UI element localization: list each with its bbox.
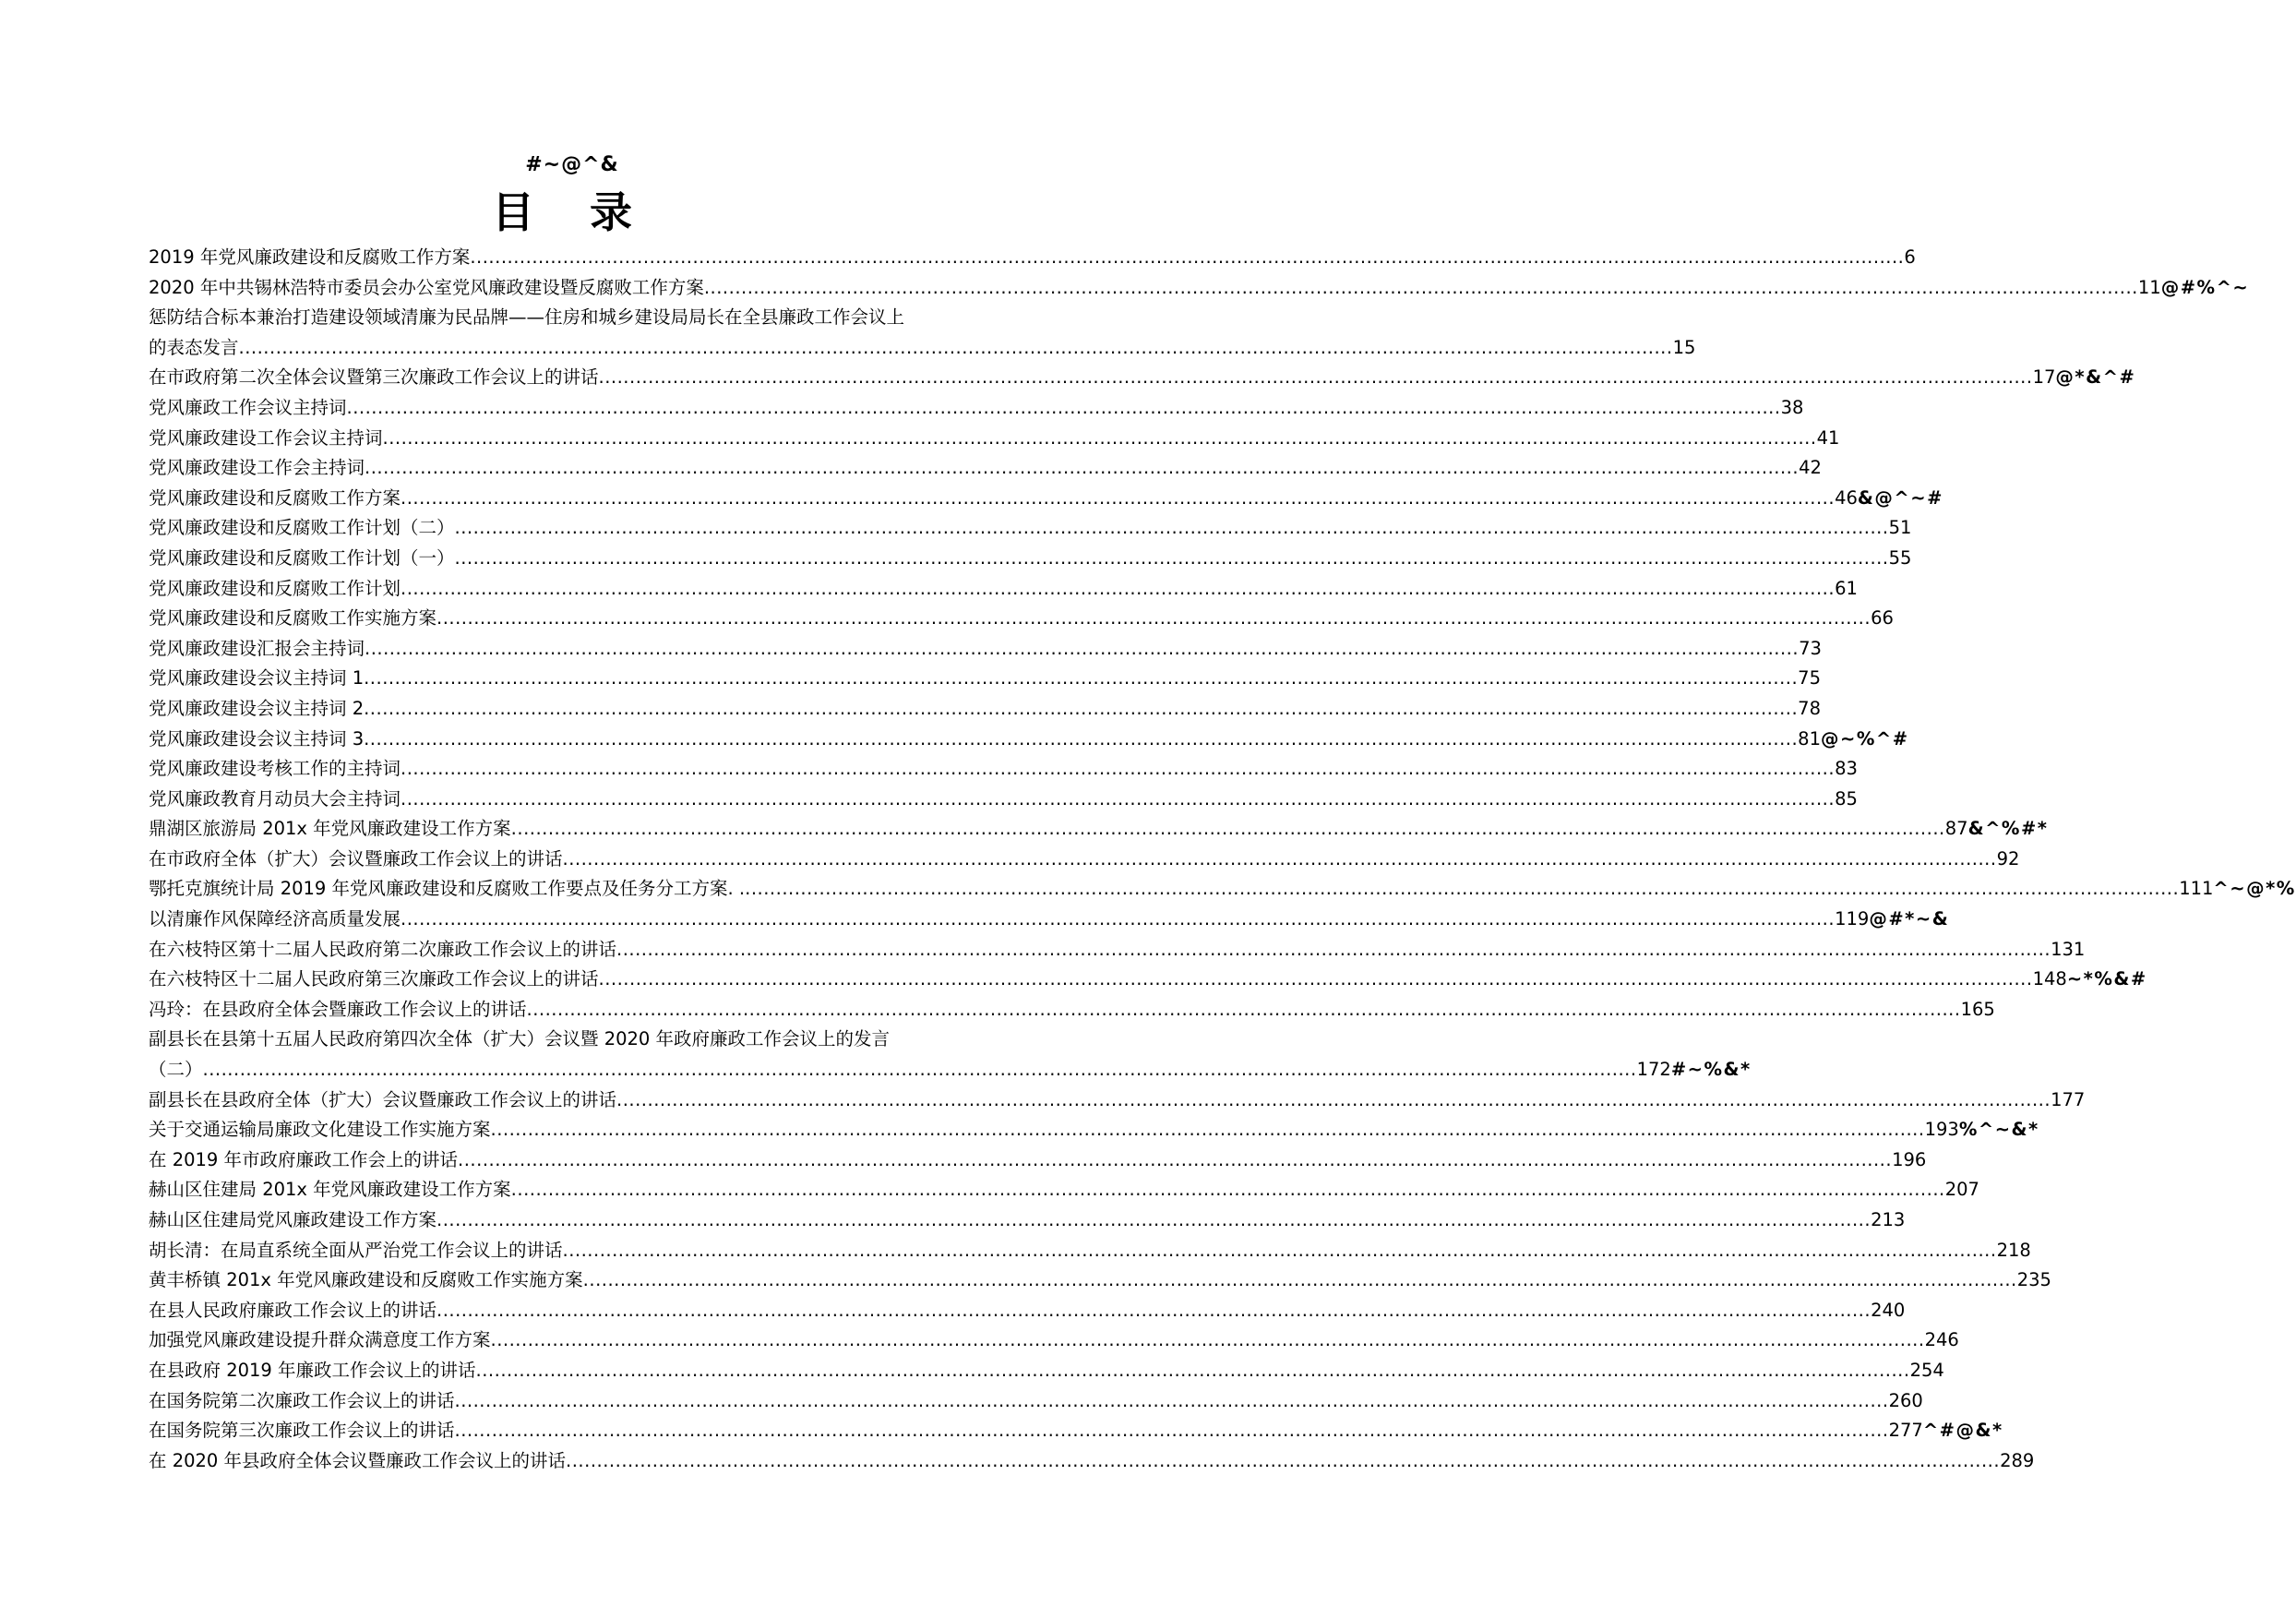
toc-entry-title: 在市政府第二次全体会议暨第三次廉政工作会议上的讲话 bbox=[149, 366, 599, 389]
toc-page-number: 6 bbox=[1904, 246, 1916, 268]
toc-page-number: 38 bbox=[1780, 396, 1804, 418]
dot-leader bbox=[383, 424, 1817, 454]
toc-entry-title: 副县长在县政府全体（扩大）会议暨廉政工作会议上的讲话 bbox=[149, 1088, 617, 1110]
toc-entry-title-line: 副县长在县第十五届人民政府第四次全体（扩大）会议暨 2020 年政府廉政工作会议上的发言 bbox=[149, 1028, 891, 1050]
toc-entry[interactable] bbox=[149, 1325, 1959, 1356]
toc-entry[interactable] bbox=[149, 845, 2020, 875]
toc-page-number: 207 bbox=[1944, 1179, 1979, 1201]
toc-symbol-suffix: @~%^# bbox=[1821, 727, 1909, 750]
toc-entry-line bbox=[149, 1205, 1906, 1236]
toc-page-number: 41 bbox=[1816, 426, 1840, 449]
toc-entry-line bbox=[149, 1356, 1944, 1386]
toc-entry[interactable] bbox=[149, 1446, 2035, 1477]
toc-entry-line bbox=[149, 1296, 1906, 1326]
toc-entry-title: 党风廉政建设和反腐败工作计划 bbox=[149, 577, 401, 599]
toc-entry-title: 党风廉政建设和反腐败工作计划（二） bbox=[149, 517, 455, 539]
toc-entry-title-line: 惩防结合标本兼治打造建设领域清廉为民品牌——住房和城乡建设局局长在全县廉政工作会议上 bbox=[149, 306, 905, 329]
toc-entry-title: 党风廉政建设和反腐败工作方案 bbox=[149, 486, 401, 509]
toc-entry-line bbox=[149, 1175, 1979, 1205]
dot-leader bbox=[599, 363, 2033, 393]
toc-page-number: 172 bbox=[1636, 1059, 1671, 1081]
toc-entry[interactable] bbox=[149, 1175, 1979, 1205]
toc-entry[interactable] bbox=[149, 785, 1858, 815]
dot-leader bbox=[203, 1055, 1637, 1085]
toc-entry-title: 在县政府 2019 年廉政工作会议上的讲话 bbox=[149, 1359, 476, 1381]
toc-entry[interactable] bbox=[149, 273, 2250, 304]
toc-page-number: 73 bbox=[1799, 637, 1822, 659]
toc-entry-title: 党风廉政建设会议主持词 2 bbox=[149, 697, 365, 719]
dot-leader bbox=[401, 905, 1835, 935]
toc-entry-line bbox=[149, 513, 1912, 544]
toc-entry[interactable] bbox=[149, 424, 1840, 454]
dot-leader bbox=[511, 814, 1945, 845]
toc-entry[interactable] bbox=[149, 484, 1943, 514]
toc-entry-title: 关于交通运输局廉政文化建设工作实施方案 bbox=[149, 1119, 491, 1141]
toc-page-number: 254 bbox=[1909, 1359, 1944, 1381]
toc-page-number: 193 bbox=[1924, 1119, 1959, 1141]
toc-entry[interactable] bbox=[149, 725, 1909, 755]
toc-entry-title: 冯玲：在县政府全体会暨廉政工作会议上的讲话 bbox=[149, 998, 527, 1020]
toc-page-number: 51 bbox=[1888, 517, 1912, 539]
toc-entry[interactable] bbox=[149, 1386, 1923, 1417]
toc-symbol-suffix: %^~&* bbox=[1958, 1119, 2039, 1141]
toc-entry-title: 的表态发言 bbox=[149, 336, 239, 358]
toc-entry-line bbox=[149, 874, 2296, 905]
toc-entry-line bbox=[149, 814, 2049, 845]
toc-entry[interactable] bbox=[149, 513, 1912, 544]
toc-entry-line bbox=[149, 1115, 2039, 1145]
dot-leader bbox=[470, 243, 1904, 273]
toc-entry-title: 党风廉政建设和反腐败工作计划（一） bbox=[149, 546, 455, 569]
toc-entry-title: 加强党风廉政建设提升群众满意度工作方案 bbox=[149, 1329, 491, 1351]
toc-entry-line bbox=[149, 273, 2250, 304]
dot-leader bbox=[455, 1416, 1889, 1446]
table-of-contents bbox=[149, 243, 2296, 1476]
dot-leader bbox=[616, 935, 2051, 965]
toc-entry-title: 党风廉政建设汇报会主持词 bbox=[149, 637, 365, 659]
toc-entry[interactable] bbox=[149, 1025, 1752, 1085]
toc-page-number: 196 bbox=[1892, 1148, 1927, 1170]
toc-entry-line bbox=[149, 604, 1894, 634]
dot-leader bbox=[239, 333, 1673, 364]
toc-entry[interactable] bbox=[149, 604, 1894, 634]
dot-leader bbox=[704, 273, 2138, 304]
toc-entry-title: 党风廉政建设工作会议主持词 bbox=[149, 426, 383, 449]
toc-entry-title: 在六枝特区十二届人民政府第三次廉政工作会议上的讲话 bbox=[149, 968, 599, 990]
toc-page-number: 15 bbox=[1672, 336, 1696, 358]
toc-entry[interactable] bbox=[149, 874, 2296, 905]
toc-entry[interactable] bbox=[149, 453, 1822, 484]
dot-leader bbox=[401, 785, 1835, 815]
toc-entry-line bbox=[149, 694, 1821, 725]
toc-entry[interactable] bbox=[149, 754, 1858, 785]
toc-page-number: 260 bbox=[1888, 1389, 1923, 1411]
toc-page-number: 42 bbox=[1799, 457, 1822, 479]
toc-entry-title: 在市政府全体（扩大）会议暨廉政工作会议上的讲话 bbox=[149, 847, 563, 869]
toc-entry-line bbox=[149, 333, 1696, 364]
toc-entry[interactable] bbox=[149, 544, 1912, 574]
toc-entry[interactable] bbox=[149, 634, 1822, 665]
toc-page-number: 111 bbox=[2179, 878, 2214, 900]
toc-page-number: 92 bbox=[1996, 847, 2020, 869]
dot-leader bbox=[347, 393, 1781, 424]
toc-entry[interactable] bbox=[149, 243, 1916, 273]
toc-entry-line bbox=[149, 995, 1995, 1025]
toc-page-number: 218 bbox=[1996, 1239, 2031, 1261]
dot-leader bbox=[365, 634, 1799, 665]
toc-entry[interactable] bbox=[149, 995, 1995, 1025]
toc-entry-line bbox=[149, 544, 1912, 574]
toc-entry[interactable] bbox=[149, 905, 1950, 935]
dot-leader bbox=[527, 995, 1961, 1025]
toc-entry-title: 党风廉政建设会议主持词 3 bbox=[149, 727, 365, 750]
toc-symbol-suffix: ^~@*% bbox=[2213, 878, 2296, 900]
toc-entry-title: 党风廉政教育月动员大会主持词 bbox=[149, 787, 401, 810]
toc-entry-line bbox=[149, 1446, 2035, 1477]
toc-symbol-suffix: &@^~# bbox=[1857, 486, 1943, 509]
toc-entry-title: 鼎湖区旅游局 201x 年党风廉政建设工作方案 bbox=[149, 818, 511, 840]
dot-leader bbox=[563, 1236, 1997, 1266]
toc-entry-line bbox=[149, 905, 1950, 935]
toc-entry[interactable] bbox=[149, 1115, 2039, 1145]
toc-entry-line bbox=[149, 664, 1821, 694]
toc-entry-line bbox=[149, 393, 1804, 424]
toc-entry[interactable] bbox=[149, 1265, 2051, 1296]
toc-entry-title: 党风廉政建设和反腐败工作实施方案 bbox=[149, 607, 437, 630]
toc-entry-line bbox=[149, 574, 1858, 605]
dot-leader bbox=[511, 1175, 1945, 1205]
dot-leader bbox=[455, 513, 1889, 544]
toc-page-number: 78 bbox=[1798, 697, 1821, 719]
toc-entry-line bbox=[149, 1236, 2031, 1266]
dot-leader bbox=[364, 694, 1798, 725]
toc-entry-title: 在 2019 年市政府廉政工作会上的讲话 bbox=[149, 1148, 459, 1170]
toc-page-number: 246 bbox=[1924, 1329, 1959, 1351]
toc-page-number: 17 bbox=[2032, 366, 2056, 389]
page-title: 目 录 bbox=[491, 187, 652, 237]
toc-page-number: 83 bbox=[1835, 758, 1858, 780]
toc-entry-line bbox=[149, 453, 1822, 484]
toc-entry[interactable] bbox=[149, 1085, 2086, 1116]
toc-entry[interactable] bbox=[149, 1416, 2003, 1446]
toc-symbol-suffix: @#%^~ bbox=[2160, 276, 2250, 298]
toc-symbol-suffix: @*&^# bbox=[2055, 366, 2136, 389]
toc-entry-line bbox=[149, 725, 1909, 755]
toc-page-number: 75 bbox=[1798, 667, 1821, 690]
toc-entry-line bbox=[149, 1145, 1927, 1176]
toc-entry-title: 党风廉政建设工作会主持词 bbox=[149, 457, 365, 479]
toc-entry-title: 2019 年党风廉政建设和反腐败工作方案 bbox=[149, 246, 471, 268]
dot-leader bbox=[401, 484, 1835, 514]
toc-entry[interactable] bbox=[149, 1145, 1927, 1176]
toc-entry-title: （二） bbox=[149, 1059, 203, 1081]
toc-symbol-suffix: @#*~& bbox=[1869, 908, 1950, 930]
toc-page-number: 289 bbox=[2000, 1449, 2035, 1471]
toc-entry-title: 党风廉政工作会议主持词 bbox=[149, 396, 347, 418]
toc-entry-line bbox=[149, 845, 2020, 875]
toc-entry-title: 2020 年中共锡林浩特市委员会办公室党风廉政建设暨反腐败工作方案 bbox=[149, 276, 704, 298]
toc-entry[interactable] bbox=[149, 814, 2049, 845]
toc-entry-line bbox=[149, 484, 1943, 514]
dot-leader bbox=[401, 574, 1835, 605]
toc-page-number: 277 bbox=[1888, 1420, 1923, 1442]
dot-leader bbox=[491, 1115, 1925, 1145]
header-mark: #~@^& bbox=[525, 153, 619, 176]
toc-entry[interactable] bbox=[149, 965, 2147, 995]
dot-leader bbox=[566, 1446, 2000, 1477]
toc-page-number: 213 bbox=[1871, 1209, 1906, 1230]
toc-symbol-suffix: ~*%&# bbox=[2066, 968, 2147, 990]
toc-entry-title: 在县人民政府廉政工作会议上的讲话 bbox=[149, 1299, 437, 1321]
toc-entry[interactable] bbox=[149, 363, 2136, 393]
toc-entry-line bbox=[149, 634, 1822, 665]
toc-page-number: 119 bbox=[1835, 908, 1870, 930]
toc-entry[interactable] bbox=[149, 664, 1821, 694]
toc-page-number: 55 bbox=[1888, 546, 1912, 569]
toc-entry-line bbox=[149, 1386, 1923, 1417]
toc-entry-line bbox=[149, 1085, 2086, 1116]
dot-leader bbox=[436, 604, 1871, 634]
toc-entry-title: 在国务院第三次廉政工作会议上的讲话 bbox=[149, 1420, 455, 1442]
toc-page-number: 46 bbox=[1835, 486, 1858, 509]
toc-page-number: 148 bbox=[2032, 968, 2067, 990]
toc-entry[interactable] bbox=[149, 694, 1821, 725]
toc-entry-title: 以清廉作风保障经济高质量发展 bbox=[149, 908, 401, 930]
toc-page-number: 66 bbox=[1871, 607, 1894, 630]
dot-leader bbox=[745, 874, 2179, 905]
toc-entry[interactable] bbox=[149, 1356, 1944, 1386]
toc-entry-title: 黄丰桥镇 201x 年党风廉政建设和反腐败工作实施方案 bbox=[149, 1269, 583, 1291]
toc-entry-title: 鄂托克旗统计局 2019 年党风廉政建设和反腐败工作要点及任务分工方案. . bbox=[149, 878, 746, 900]
toc-entry-title: 胡长清：在局直系统全面从严治党工作会议上的讲话 bbox=[149, 1239, 563, 1261]
dot-leader bbox=[364, 725, 1798, 755]
dot-leader bbox=[563, 845, 1997, 875]
dot-leader bbox=[365, 453, 1799, 484]
toc-entry-line bbox=[149, 1055, 1752, 1085]
dot-leader bbox=[616, 1085, 2051, 1116]
toc-entry[interactable] bbox=[149, 393, 1804, 424]
toc-entry[interactable] bbox=[149, 303, 1696, 363]
toc-entry-line bbox=[149, 935, 2086, 965]
dot-leader bbox=[436, 1296, 1871, 1326]
toc-symbol-suffix: ^#@&* bbox=[1922, 1420, 2003, 1442]
toc-entry-line bbox=[149, 1325, 1959, 1356]
toc-entry[interactable] bbox=[149, 935, 2086, 965]
dot-leader bbox=[491, 1325, 1925, 1356]
toc-entry-title: 党风廉政建设考核工作的主持词 bbox=[149, 758, 401, 780]
dot-leader bbox=[458, 1145, 1892, 1176]
toc-entry[interactable] bbox=[149, 1205, 1906, 1236]
toc-page-number: 81 bbox=[1798, 727, 1821, 750]
dot-leader bbox=[455, 1386, 1889, 1417]
toc-entry-title: 党风廉政建设会议主持词 1 bbox=[149, 667, 365, 690]
toc-entry-title: 赫山区住建局 201x 年党风廉政建设工作方案 bbox=[149, 1179, 511, 1201]
dot-leader bbox=[476, 1356, 1910, 1386]
toc-entry[interactable] bbox=[149, 1236, 2031, 1266]
toc-page-number: 61 bbox=[1835, 577, 1858, 599]
toc-entry-line bbox=[149, 1265, 2051, 1296]
toc-entry-title: 赫山区住建局党风廉政建设工作方案 bbox=[149, 1209, 437, 1230]
toc-page-number: 240 bbox=[1871, 1299, 1906, 1321]
toc-entry-line bbox=[149, 243, 1916, 273]
toc-symbol-suffix: &^%#* bbox=[1967, 818, 2049, 840]
toc-entry-title: 在国务院第二次廉政工作会议上的讲话 bbox=[149, 1389, 455, 1411]
toc-page-number: 131 bbox=[2051, 938, 2086, 960]
toc-entry-line bbox=[149, 363, 2136, 393]
toc-page-number: 165 bbox=[1960, 998, 1995, 1020]
toc-entry-title: 在六枝特区第十二届人民政府第二次廉政工作会议上的讲话 bbox=[149, 938, 617, 960]
dot-leader bbox=[455, 544, 1889, 574]
dot-leader bbox=[401, 754, 1835, 785]
toc-entry-line bbox=[149, 424, 1840, 454]
dot-leader bbox=[364, 664, 1798, 694]
toc-page-number: 85 bbox=[1835, 787, 1858, 810]
toc-symbol-suffix: #~%&* bbox=[1670, 1059, 1752, 1081]
dot-leader bbox=[599, 965, 2033, 995]
toc-page-number: 235 bbox=[2016, 1269, 2051, 1291]
toc-page-number: 11 bbox=[2137, 276, 2161, 298]
toc-entry[interactable] bbox=[149, 574, 1858, 605]
dot-leader bbox=[436, 1205, 1871, 1236]
toc-page-number: 177 bbox=[2051, 1088, 2086, 1110]
toc-entry-line bbox=[149, 1416, 2003, 1446]
dot-leader bbox=[583, 1265, 2017, 1296]
toc-entry[interactable] bbox=[149, 1296, 1906, 1326]
toc-page-number: 87 bbox=[1944, 818, 1968, 840]
toc-entry-title: 在 2020 年县政府全体会议暨廉政工作会议上的讲话 bbox=[149, 1449, 567, 1471]
toc-entry-line bbox=[149, 754, 1858, 785]
toc-entry-line bbox=[149, 965, 2147, 995]
toc-entry-line bbox=[149, 785, 1858, 815]
